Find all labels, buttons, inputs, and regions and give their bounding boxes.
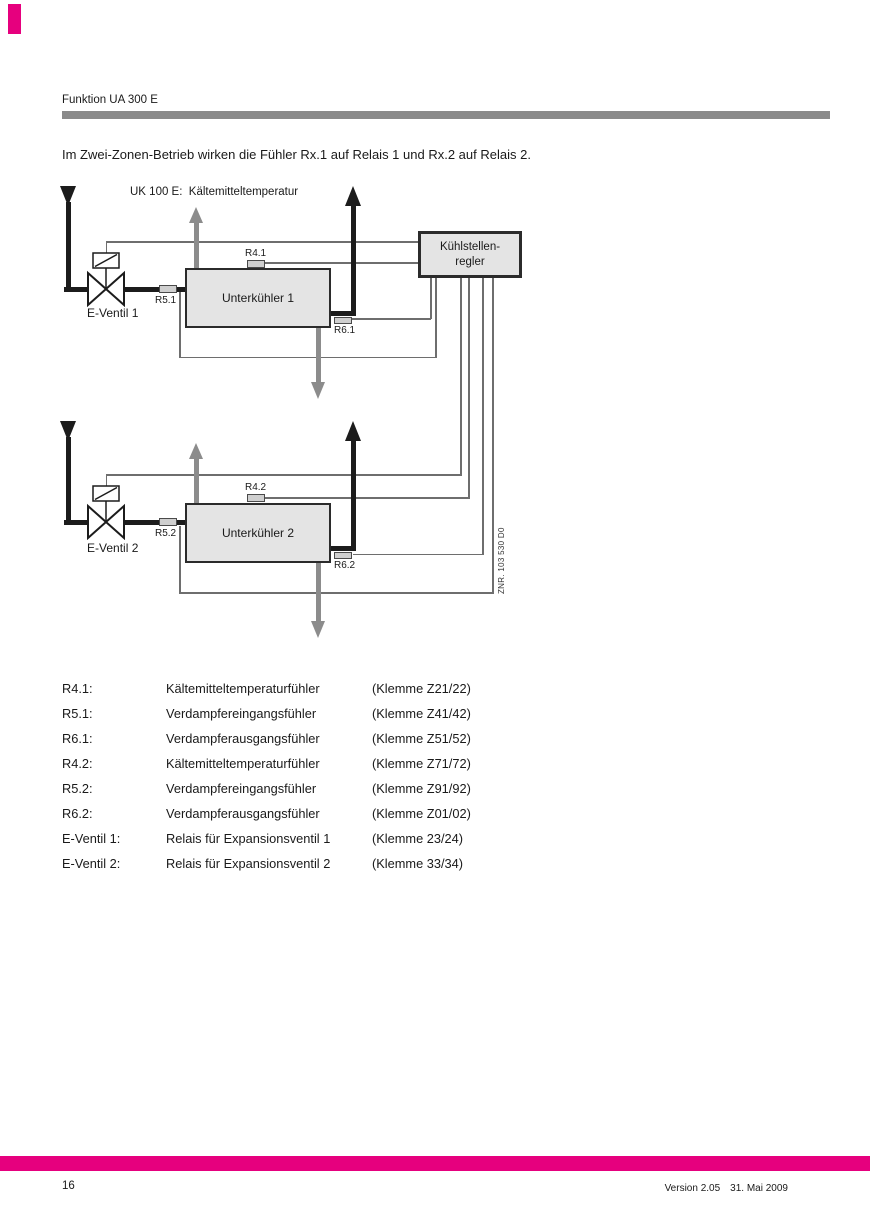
legend-description: Relais für Expansionsventil 2: [166, 856, 331, 871]
subcooler-2-box: [185, 503, 331, 563]
version-label: Version 2.05: [664, 1183, 721, 1194]
legend-table: [62, 676, 471, 876]
signal-line: [468, 278, 470, 498]
legend-terminal: (Klemme Z51/52): [372, 731, 471, 746]
coolant-pipe-segment: [316, 328, 321, 384]
legend-terminal: (Klemme Z41/42): [372, 706, 471, 721]
signal-line: [179, 292, 181, 358]
coolant-pipe-segment: [194, 222, 199, 269]
expansion-valve-icon: [86, 251, 126, 307]
legend-description: Relais für Expansionsventil 1: [166, 831, 331, 846]
legend-term: E-Ventil 2:: [62, 856, 121, 871]
pipe-segment: [64, 520, 88, 525]
legend-term: R4.1:: [62, 681, 93, 696]
legend-terminal: (Klemme Z01/02): [372, 806, 471, 821]
controller-box: [418, 231, 522, 278]
pipe-segment: [351, 204, 356, 316]
signal-line: [435, 278, 437, 358]
header-rule: [62, 111, 830, 119]
legend-description: Kältemitteltemperaturfühler: [166, 681, 320, 696]
diagram-caption: UK 100 E: Kältemitteltemperatur: [130, 186, 299, 198]
legend-term: E-Ventil 1:: [62, 831, 121, 846]
sensor-r6-2-label: R6.2: [334, 560, 356, 571]
signal-line: [106, 474, 462, 476]
coolant-out-arrow-icon: [189, 207, 203, 223]
valve-2-label: E-Ventil 2: [87, 541, 139, 555]
coolant-down-arrow-icon: [311, 621, 325, 638]
pipe-segment: [64, 287, 88, 292]
sensor-r5-1: [159, 285, 177, 293]
legend-term: R4.2:: [62, 756, 93, 771]
version-date: 31. Mai 2009: [730, 1183, 788, 1194]
signal-line: [352, 318, 431, 320]
subcooler-2-label: Unterkühler 2: [221, 526, 295, 540]
signal-line: [179, 526, 181, 594]
sensor-r5-2: [159, 518, 177, 526]
legend-term: R5.1:: [62, 706, 93, 721]
sensor-r5-2-label: R5.2: [155, 528, 177, 539]
legend-description: Verdampfereingangsfühler: [166, 706, 317, 721]
intro-paragraph: Im Zwei-Zonen-Betrieb wirken die Fühler Rx.1 auf Relais 1 und Rx.2 auf Relais 2.: [62, 147, 531, 162]
sensor-r4-1-label: R4.1: [245, 248, 267, 259]
signal-line: [492, 278, 494, 594]
legend-term: R6.2:: [62, 806, 93, 821]
footer-version: [560, 1183, 788, 1194]
signal-line: [430, 278, 432, 319]
signal-line: [179, 592, 494, 594]
drawing-number: ZNR. 103 530 D0: [497, 527, 506, 594]
sensor-r6-2: [334, 552, 352, 559]
controller-label-line1: Kühlstellen-: [439, 240, 501, 253]
sensor-r6-1-label: R6.1: [334, 325, 356, 336]
signal-line: [265, 262, 418, 264]
pipe-segment: [124, 287, 187, 292]
signal-line: [353, 554, 484, 556]
valve-1-label: E-Ventil 1: [87, 306, 139, 320]
legend-terminal: (Klemme Z91/92): [372, 781, 471, 796]
chapter-edge-tab: [8, 4, 21, 34]
legend-description: Verdampferausgangsfühler: [166, 731, 320, 746]
signal-line: [482, 278, 484, 555]
subcooler-1-box: [185, 268, 331, 328]
legend-terminal: (Klemme Z71/72): [372, 756, 471, 771]
coolant-out-arrow-icon: [189, 443, 203, 459]
coolant-pipe-segment: [194, 458, 199, 504]
signal-line: [106, 241, 419, 243]
pipe-segment: [66, 437, 71, 525]
sensor-r4-2-label: R4.2: [245, 482, 267, 493]
legend-description: Verdampferausgangsfühler: [166, 806, 320, 821]
coolant-pipe-segment: [316, 563, 321, 623]
flow-out-arrow-icon: [345, 421, 361, 441]
controller-label-line2: regler: [455, 255, 485, 268]
legend-description: Verdampfereingangsfühler: [166, 781, 317, 796]
legend-term: R6.1:: [62, 731, 93, 746]
legend-terminal: (Klemme 33/34): [372, 856, 464, 871]
footer-accent-bar: [0, 1156, 870, 1171]
legend-term: R5.2:: [62, 781, 93, 796]
pipe-segment: [351, 439, 356, 551]
pipe-segment: [124, 520, 187, 525]
subcooler-1-label: Unterkühler 1: [221, 291, 295, 305]
signal-line: [179, 357, 436, 359]
legend-terminal: (Klemme 23/24): [372, 831, 464, 846]
expansion-valve-icon: [86, 484, 126, 540]
sensor-r4-2: [247, 494, 265, 502]
sensor-r5-1-label: R5.1: [155, 295, 177, 306]
page-header-title: Funktion UA 300 E: [62, 94, 158, 106]
legend-terminal: (Klemme Z21/22): [372, 681, 471, 696]
sensor-r6-1: [334, 317, 352, 324]
signal-line: [460, 278, 462, 476]
pipe-segment: [66, 202, 71, 292]
signal-line: [265, 497, 470, 499]
page-number: 16: [62, 1180, 75, 1192]
sensor-r4-1: [247, 260, 265, 268]
legend-description: Kältemitteltemperaturfühler: [166, 756, 320, 771]
coolant-down-arrow-icon: [311, 382, 325, 399]
flow-out-arrow-icon: [345, 186, 361, 206]
